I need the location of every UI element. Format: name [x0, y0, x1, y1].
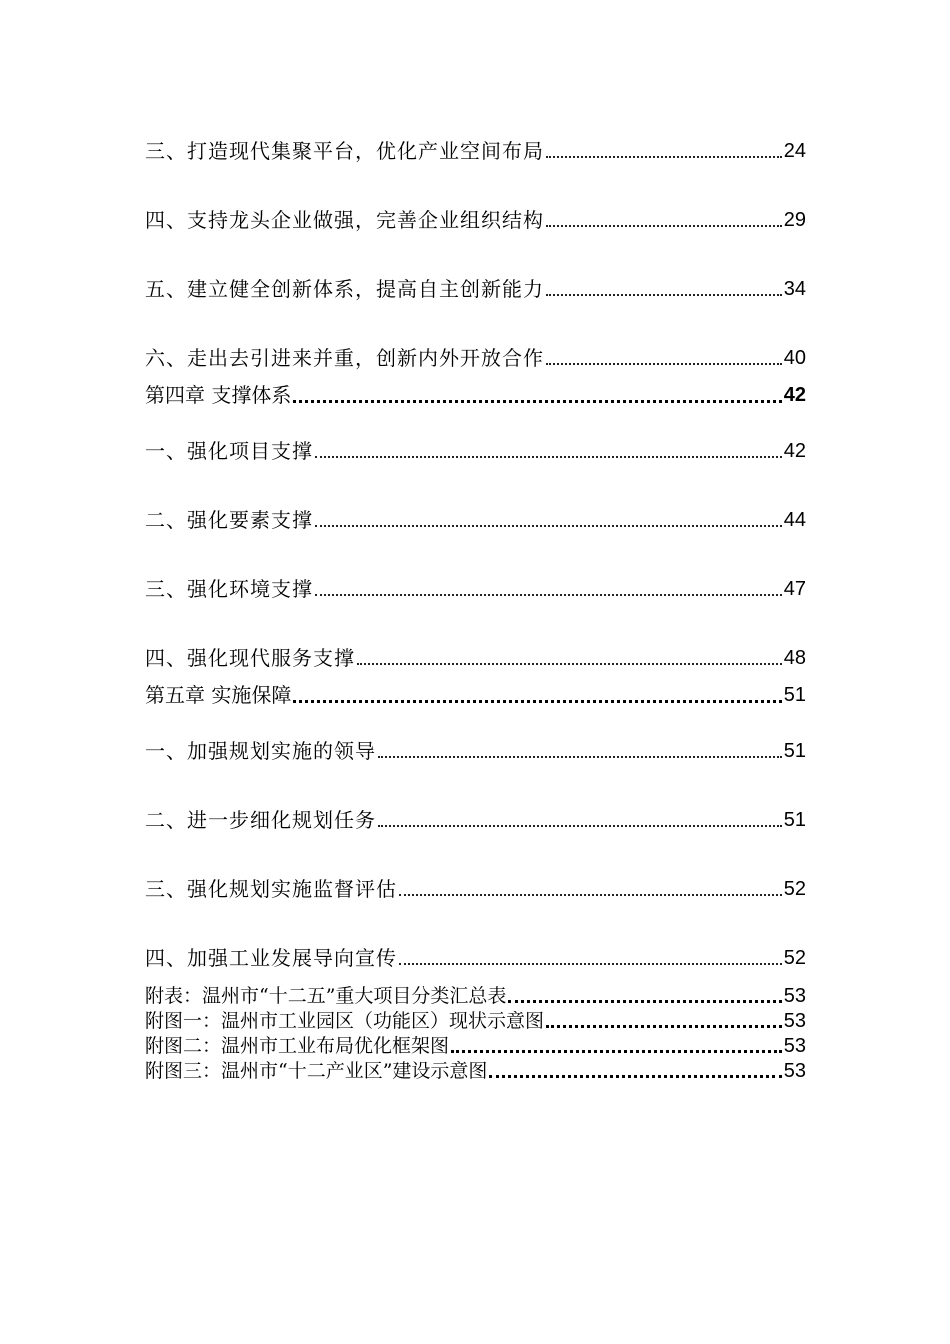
dot-leader: [546, 293, 782, 296]
toc-entry-page: 29: [783, 209, 806, 231]
dot-leader: [399, 893, 782, 896]
dot-leader: [546, 155, 782, 158]
dot-leader: [315, 524, 782, 527]
toc-entry-title: 三、打造现代集聚平台，优化产业空间布局: [145, 139, 544, 163]
toc-chapter-entry[interactable]: [145, 377, 806, 407]
dot-leader: [546, 1024, 782, 1028]
toc-entry[interactable]: [145, 571, 806, 601]
dot-leader: [451, 1049, 782, 1053]
toc-entry[interactable]: [145, 271, 806, 301]
toc-entry[interactable]: [145, 802, 806, 832]
toc-entry-title: 四、强化现代服务支撑: [145, 646, 355, 670]
dot-leader: [315, 455, 782, 458]
toc-entry-page: 51: [783, 740, 806, 762]
toc-entry-page: 52: [783, 878, 806, 900]
toc-entry-page: 53: [783, 1035, 806, 1057]
toc-entry[interactable]: [145, 502, 806, 532]
toc-entry-title: 二、强化要素支撑: [145, 508, 313, 532]
dot-leader: [399, 962, 782, 965]
toc-entry-page: 40: [783, 347, 806, 369]
dot-leader: [293, 699, 781, 703]
toc-entry-page: 34: [783, 278, 806, 300]
dot-leader: [546, 224, 782, 227]
toc-entry-title: 附图二：温州市工业布局优化框架图: [145, 1035, 450, 1057]
toc-entry-page: 42: [783, 384, 806, 406]
toc-entry-title: 四、支持龙头企业做强，完善企业组织结构: [145, 208, 544, 232]
toc-entry-title: 五、建立健全创新体系，提高自主创新能力: [145, 277, 544, 301]
toc-appendix-entry[interactable]: [145, 1008, 806, 1032]
toc-entry-title: 六、走出去引进来并重，创新内外开放合作: [145, 346, 544, 370]
toc-entry-page: 53: [783, 1060, 806, 1082]
toc-entry-page: 44: [783, 509, 806, 531]
toc-entry[interactable]: [145, 433, 806, 463]
dot-leader: [378, 755, 782, 758]
toc-entry[interactable]: [145, 340, 806, 370]
dot-leader: [357, 662, 782, 665]
toc-appendix-entry[interactable]: [145, 1058, 806, 1082]
toc-entry-page: 48: [783, 647, 806, 669]
toc-entry-page: 53: [783, 1010, 806, 1032]
toc-entry[interactable]: [145, 640, 806, 670]
toc-appendix-entry[interactable]: [145, 983, 806, 1007]
toc-entry-page: 24: [783, 140, 806, 162]
toc-entry[interactable]: [145, 733, 806, 763]
dot-leader: [293, 399, 781, 403]
toc-entry-page: 52: [783, 947, 806, 969]
toc-entry-title: 第五章 实施保障: [145, 683, 292, 707]
dot-leader: [489, 1074, 781, 1078]
toc-entry-title: 二、进一步细化规划任务: [145, 808, 376, 832]
toc-entry-title: 附表：温州市“十二五”重大项目分类汇总表: [145, 985, 507, 1007]
toc-entry[interactable]: [145, 133, 806, 163]
toc-entry-title: 一、加强规划实施的领导: [145, 739, 376, 763]
toc-entry-title: 一、强化项目支撑: [145, 439, 313, 463]
dot-leader: [315, 593, 782, 596]
toc-entry-title: 三、强化规划实施监督评估: [145, 877, 397, 901]
toc-chapter-entry[interactable]: [145, 677, 806, 707]
toc-entry[interactable]: [145, 871, 806, 901]
toc-entry-page: 53: [783, 985, 806, 1007]
toc-entry-page: 51: [783, 684, 806, 706]
dot-leader: [378, 824, 782, 827]
toc-entry-page: 42: [783, 440, 806, 462]
toc-entry[interactable]: [145, 202, 806, 232]
dot-leader: [546, 362, 782, 365]
toc-entry-page: 47: [783, 578, 806, 600]
toc-entry-title: 附图三：温州市“十二产业区”建设示意图: [145, 1060, 488, 1082]
toc-entry-title: 第四章 支撑体系: [145, 383, 292, 407]
dot-leader: [508, 999, 781, 1003]
toc-entry-title: 四、加强工业发展导向宣传: [145, 946, 397, 970]
toc-entry[interactable]: [145, 940, 806, 970]
toc-appendix-entry[interactable]: [145, 1033, 806, 1057]
toc-entry-page: 51: [783, 809, 806, 831]
toc-entry-title: 三、强化环境支撑: [145, 577, 313, 601]
toc-entry-title: 附图一：温州市工业园区（功能区）现状示意图: [145, 1010, 545, 1032]
